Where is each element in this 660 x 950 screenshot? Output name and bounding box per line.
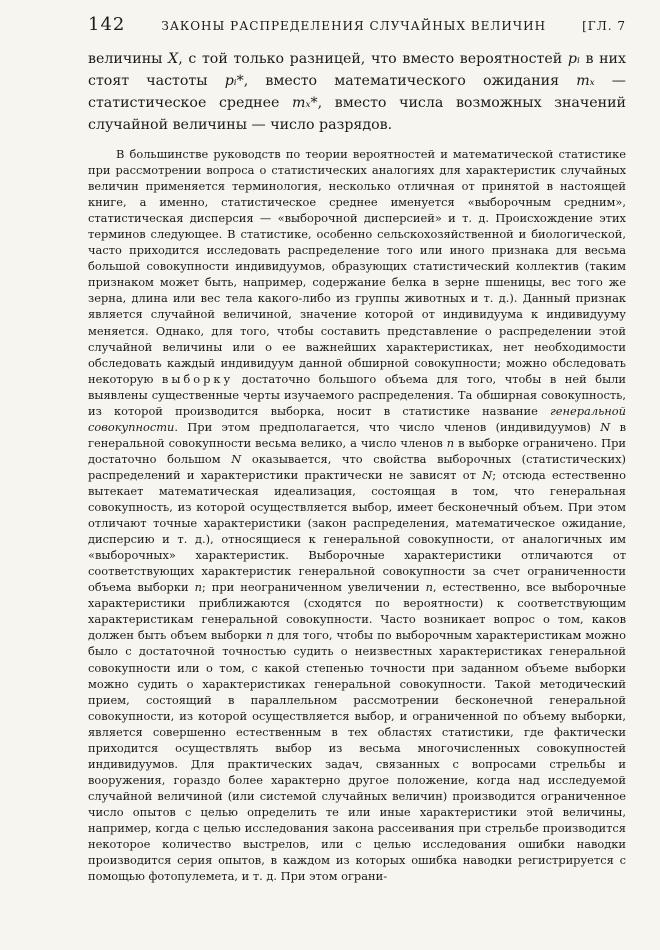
running-title: ЗАКОНЫ РАСПРЕДЕЛЕНИЯ СЛУЧАЙНЫХ ВЕЛИЧИН	[161, 19, 547, 33]
intro-paragraph	[88, 48, 626, 136]
math-n-upper: N	[231, 451, 242, 466]
emphasis-italic: генеральной совокупности	[88, 403, 626, 434]
body-paragraph	[88, 146, 626, 884]
small-print-section	[88, 146, 626, 884]
running-header	[88, 14, 626, 38]
math-m-x: mₓ	[576, 73, 595, 89]
math-n-upper: N	[482, 467, 493, 482]
math-x: X	[168, 51, 179, 67]
text: , естественно, все выборочные характеристики приближаются (сходятся по вероятности) к соответствующим характеристикам генеральной совокупности. Часто возникает вопрос о том, каков должен быть объем выборки	[88, 580, 626, 643]
text: , с той только разницей, что вместо вероятностей	[178, 51, 568, 67]
text: в выборке ограничено. При достаточно большом	[88, 435, 626, 466]
text: . При этом предполагается, что число членов (индивидуумов)	[174, 419, 601, 434]
emphasis-spaced: выборку	[161, 371, 234, 386]
text: , вместо математического ожидания	[243, 73, 577, 89]
chapter-marker: [ГЛ. 7	[582, 19, 626, 33]
math-n-upper: N	[600, 419, 611, 434]
math-n: n	[266, 628, 274, 643]
text: ; отсюда естественно вытекает математическая идеализация, состоящая в том, что генеральная совокупность, из которой осуществляется выбор, имеет бесконечный объем. При этом отличают точные характеристики (закон распределения, математическое ожидание, дисперсию и т. д.), относящиеся к генеральной совокупности, от аналогичных им «выборочных» характеристик. Выборочные характеристики отличаются от соответствующих характеристик генеральной совокупности за счет ограниченности объема выборки	[88, 467, 626, 595]
text: — статистическое среднее	[88, 73, 626, 111]
math-n: n	[425, 580, 433, 595]
math-n: n	[446, 435, 455, 450]
text: достаточно большого объема для того, чтобы в ней были выявлены существенные черты изучаемого распределения. Та обширная совокупность, из которой производится выборка, носит в статистике название	[88, 371, 626, 418]
text: для того, чтобы по выборочным характеристикам можно было с достаточной точностью судить о неизвестных характеристиках генеральной совокупности или о том, с какой степенью точности при заданном объеме выборки можно судить о характеристиках генеральной совокупности. Такой методический прием, состоящий в параллельном рассмотрении бесконечной генеральной совокупности, из которой осуществляется выбор, и ограниченной по объему выборки, является совершенно естественным в тех областях статистики, где фактически приходится осуществлять выбор из весьма многочисленных совокупностей индивидуумов. Для практических задач, связанных с вопросами стрельбы и вооружения, гораздо более характерно другое положение, когда над исследуемой случайной величиной (или системой случайных величин) производится ограниченное число опытов с целью определить те или иные характеристики этой величины, например, когда с целью исследования закона рассеивания при стрельбе производится некоторое количество выстрелов, или с целью исследования ошибки наводки производится серия опытов, в каждом из которых ошибка наводки регистрируется с помощью фотопулемета, и т. д. При этом ограни-	[88, 628, 627, 884]
text: В большинстве руководств по теории вероятностей и математической статистике при рассмотрении вопроса о статистических аналогиях для характеристик случайных величин применяется терминология, несколько отличная от принятой в настоящей книге, а именно, статистическое среднее именуется «выборочным средним», статистическая дисперсия — «выборочной дисперсией» и т. д. Происхождение этих терминов следующее. В статистике, особенно сельскохозяйственной и биологической, часто приходится исследовать распределение того или иного признака для весьма большой совокупности индивидуумов, образующих статистический коллектив (таким признаком может быть, например, содержание белка в зерне пшеницы, вес того же зерна, длина или вес тела какого-либо из группы животных и т. д.). Данный признак является случайной величиной, значение которой от индивидуума к индивидууму меняется. Однако, для того, чтобы составить представление о распределении этой случайной величины или о ее важнейших характеристиках, нет необходимости обследовать каждый индивидуум данной обширной совокупности; можно обследовать некоторую	[88, 147, 626, 386]
math-p-i-star: pᵢ*	[224, 73, 244, 89]
math-m-x-star: mₓ*	[291, 95, 318, 111]
text: в них стоят частоты	[88, 51, 627, 89]
text: , вместо числа возможных значений случайной величины — число разрядов.	[88, 95, 627, 133]
text: в генеральной совокупности весьма велико, а число членов	[88, 419, 626, 450]
math-n: n	[194, 580, 202, 595]
math-p-i: pᵢ	[567, 51, 580, 67]
text: оказывается, что свойства выборочных (статистических) распределений и характеристики практически не зависят от	[88, 451, 626, 482]
page-number: 142	[88, 14, 126, 35]
text: ; при неограниченном увеличении	[201, 580, 426, 595]
text: величины	[88, 51, 169, 67]
intro-text	[88, 48, 626, 136]
